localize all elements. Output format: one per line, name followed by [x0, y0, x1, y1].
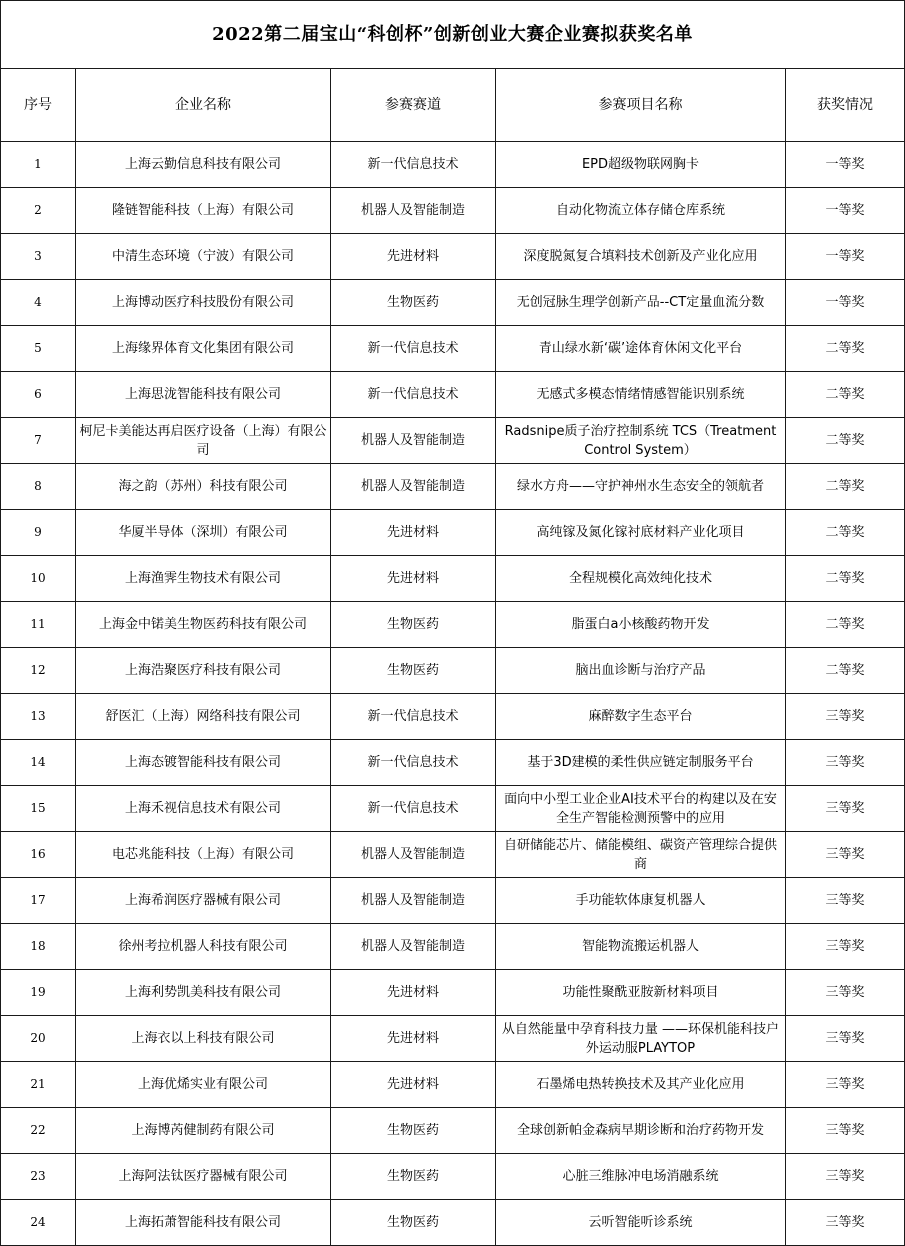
cell-seq: 24	[1, 1200, 76, 1246]
cell-seq: 13	[1, 694, 76, 740]
cell-project: 高纯镓及氮化镓衬底材料产业化项目	[496, 510, 786, 556]
cell-seq: 6	[1, 372, 76, 418]
cell-company: 徐州考拉机器人科技有限公司	[76, 924, 331, 970]
cell-project: 无感式多模态情绪情感智能识别系统	[496, 372, 786, 418]
cell-award: 一等奖	[786, 234, 905, 280]
cell-award: 二等奖	[786, 510, 905, 556]
cell-project: 心脏三维脉冲电场消融系统	[496, 1154, 786, 1200]
cell-track: 新一代信息技术	[331, 372, 496, 418]
cell-company: 中清生态环境（宁波）有限公司	[76, 234, 331, 280]
cell-track: 先进材料	[331, 510, 496, 556]
table-row	[1, 1108, 905, 1154]
cell-company: 上海希润医疗器械有限公司	[76, 878, 331, 924]
table-row	[1, 234, 905, 280]
table-row	[1, 464, 905, 510]
cell-track: 先进材料	[331, 1062, 496, 1108]
table-row	[1, 326, 905, 372]
cell-project: 智能物流搬运机器人	[496, 924, 786, 970]
table-row	[1, 832, 905, 878]
table-row	[1, 878, 905, 924]
table-row	[1, 740, 905, 786]
cell-seq: 7	[1, 418, 76, 464]
cell-project: 功能性聚酰亚胺新材料项目	[496, 970, 786, 1016]
table-row	[1, 1200, 905, 1246]
cell-seq: 3	[1, 234, 76, 280]
cell-seq: 23	[1, 1154, 76, 1200]
cell-project: 手功能软体康复机器人	[496, 878, 786, 924]
cell-award: 三等奖	[786, 1016, 905, 1062]
table-row	[1, 694, 905, 740]
cell-seq: 14	[1, 740, 76, 786]
cell-company: 上海思泷智能科技有限公司	[76, 372, 331, 418]
cell-award: 三等奖	[786, 1200, 905, 1246]
cell-award: 三等奖	[786, 694, 905, 740]
cell-track: 生物医药	[331, 280, 496, 326]
cell-track: 先进材料	[331, 970, 496, 1016]
cell-seq: 18	[1, 924, 76, 970]
table-row	[1, 786, 905, 832]
cell-seq: 5	[1, 326, 76, 372]
cell-company: 上海金中锘美生物医药科技有限公司	[76, 602, 331, 648]
cell-seq: 11	[1, 602, 76, 648]
header-seq: 序号	[1, 69, 76, 142]
header-row	[1, 69, 905, 142]
cell-track: 新一代信息技术	[331, 142, 496, 188]
cell-project: 脂蛋白a小核酸药物开发	[496, 602, 786, 648]
table-row	[1, 1062, 905, 1108]
cell-track: 生物医药	[331, 648, 496, 694]
cell-award: 三等奖	[786, 786, 905, 832]
cell-company: 上海博芮健制药有限公司	[76, 1108, 331, 1154]
cell-award: 三等奖	[786, 1062, 905, 1108]
cell-seq: 9	[1, 510, 76, 556]
cell-seq: 22	[1, 1108, 76, 1154]
cell-company: 柯尼卡美能达再启医疗设备（上海）有限公司	[76, 418, 331, 464]
cell-project: 石墨烯电热转换技术及其产业化应用	[496, 1062, 786, 1108]
cell-company: 上海衣以上科技有限公司	[76, 1016, 331, 1062]
table-row	[1, 970, 905, 1016]
table-row	[1, 372, 905, 418]
table-row	[1, 1016, 905, 1062]
cell-project: 从自然能量中孕育科技力量 ——环保机能科技户外运动服PLAYTOP	[496, 1016, 786, 1062]
cell-track: 先进材料	[331, 1016, 496, 1062]
cell-project: 全球创新帕金森病早期诊断和治疗药物开发	[496, 1108, 786, 1154]
cell-award: 二等奖	[786, 464, 905, 510]
cell-project: 云听智能听诊系统	[496, 1200, 786, 1246]
table-row	[1, 280, 905, 326]
cell-award: 二等奖	[786, 602, 905, 648]
cell-award: 三等奖	[786, 878, 905, 924]
table-row	[1, 1154, 905, 1200]
cell-seq: 4	[1, 280, 76, 326]
table-row	[1, 418, 905, 464]
award-table-body	[1, 1, 905, 1246]
cell-company: 隆链智能科技（上海）有限公司	[76, 188, 331, 234]
cell-company: 上海阿法钛医疗器械有限公司	[76, 1154, 331, 1200]
table-row	[1, 510, 905, 556]
cell-award: 三等奖	[786, 740, 905, 786]
cell-award: 二等奖	[786, 372, 905, 418]
cell-seq: 16	[1, 832, 76, 878]
cell-company: 上海浩聚医疗科技有限公司	[76, 648, 331, 694]
cell-award: 二等奖	[786, 556, 905, 602]
cell-seq: 19	[1, 970, 76, 1016]
table-row	[1, 556, 905, 602]
cell-award: 三等奖	[786, 1154, 905, 1200]
cell-track: 生物医药	[331, 1200, 496, 1246]
cell-project: 自研储能芯片、储能模组、碳资产管理综合提供商	[496, 832, 786, 878]
cell-award: 二等奖	[786, 418, 905, 464]
cell-project: 深度脱氮复合填料技术创新及产业化应用	[496, 234, 786, 280]
cell-project: 麻醉数字生态平台	[496, 694, 786, 740]
cell-track: 机器人及智能制造	[331, 878, 496, 924]
cell-track: 生物医药	[331, 1154, 496, 1200]
cell-company: 上海态镀智能科技有限公司	[76, 740, 331, 786]
cell-track: 机器人及智能制造	[331, 832, 496, 878]
cell-award: 三等奖	[786, 970, 905, 1016]
cell-project: 脑出血诊断与治疗产品	[496, 648, 786, 694]
cell-award: 三等奖	[786, 924, 905, 970]
cell-track: 新一代信息技术	[331, 694, 496, 740]
cell-company: 海之韵（苏州）科技有限公司	[76, 464, 331, 510]
cell-project: 绿水方舟——守护神州水生态安全的领航者	[496, 464, 786, 510]
table-title: 2022第二届宝山“科创杯”创新创业大赛企业赛拟获奖名单	[1, 1, 905, 69]
cell-track: 机器人及智能制造	[331, 418, 496, 464]
cell-seq: 1	[1, 142, 76, 188]
cell-award: 二等奖	[786, 326, 905, 372]
header-project: 参赛项目名称	[496, 69, 786, 142]
header-track: 参赛赛道	[331, 69, 496, 142]
cell-seq: 12	[1, 648, 76, 694]
cell-seq: 21	[1, 1062, 76, 1108]
cell-company: 上海禾视信息技术有限公司	[76, 786, 331, 832]
cell-track: 机器人及智能制造	[331, 464, 496, 510]
cell-company: 上海利势凯美科技有限公司	[76, 970, 331, 1016]
table-row	[1, 924, 905, 970]
cell-project: 无创冠脉生理学创新产品--CT定量血流分数	[496, 280, 786, 326]
cell-seq: 17	[1, 878, 76, 924]
cell-company: 华厦半导体（深圳）有限公司	[76, 510, 331, 556]
cell-company: 上海云勤信息科技有限公司	[76, 142, 331, 188]
cell-award: 三等奖	[786, 1108, 905, 1154]
cell-company: 上海渔霁生物技术有限公司	[76, 556, 331, 602]
cell-track: 先进材料	[331, 556, 496, 602]
table-row	[1, 602, 905, 648]
cell-company: 上海博动医疗科技股份有限公司	[76, 280, 331, 326]
header-award: 获奖情况	[786, 69, 905, 142]
cell-award: 一等奖	[786, 280, 905, 326]
cell-project: 青山绿水新‘碳’途体育休闲文化平台	[496, 326, 786, 372]
title-row	[1, 1, 905, 69]
header-company: 企业名称	[76, 69, 331, 142]
cell-track: 新一代信息技术	[331, 740, 496, 786]
cell-company: 上海拓萧智能科技有限公司	[76, 1200, 331, 1246]
table-row	[1, 142, 905, 188]
cell-award: 三等奖	[786, 832, 905, 878]
cell-seq: 15	[1, 786, 76, 832]
cell-company: 上海优烯实业有限公司	[76, 1062, 331, 1108]
cell-award: 一等奖	[786, 142, 905, 188]
cell-track: 生物医药	[331, 1108, 496, 1154]
cell-seq: 20	[1, 1016, 76, 1062]
cell-track: 机器人及智能制造	[331, 924, 496, 970]
cell-award: 二等奖	[786, 648, 905, 694]
cell-seq: 10	[1, 556, 76, 602]
cell-track: 先进材料	[331, 234, 496, 280]
cell-company: 电芯兆能科技（上海）有限公司	[76, 832, 331, 878]
cell-seq: 2	[1, 188, 76, 234]
cell-track: 生物医药	[331, 602, 496, 648]
table-row	[1, 648, 905, 694]
cell-project: 全程规模化高效纯化技术	[496, 556, 786, 602]
cell-project: EPD超级物联网胸卡	[496, 142, 786, 188]
cell-track: 新一代信息技术	[331, 786, 496, 832]
cell-company: 舒医汇（上海）网络科技有限公司	[76, 694, 331, 740]
cell-project: 基于3D建模的柔性供应链定制服务平台	[496, 740, 786, 786]
cell-project: 自动化物流立体存储仓库系统	[496, 188, 786, 234]
cell-project: 面向中小型工业企业AI技术平台的构建以及在安全生产智能检测预警中的应用	[496, 786, 786, 832]
cell-track: 新一代信息技术	[331, 326, 496, 372]
cell-seq: 8	[1, 464, 76, 510]
cell-award: 一等奖	[786, 188, 905, 234]
cell-project: Radsnipe质子治疗控制系统 TCS（Treatment Control System）	[496, 418, 786, 464]
cell-company: 上海缘界体育文化集团有限公司	[76, 326, 331, 372]
table-row	[1, 188, 905, 234]
cell-track: 机器人及智能制造	[331, 188, 496, 234]
